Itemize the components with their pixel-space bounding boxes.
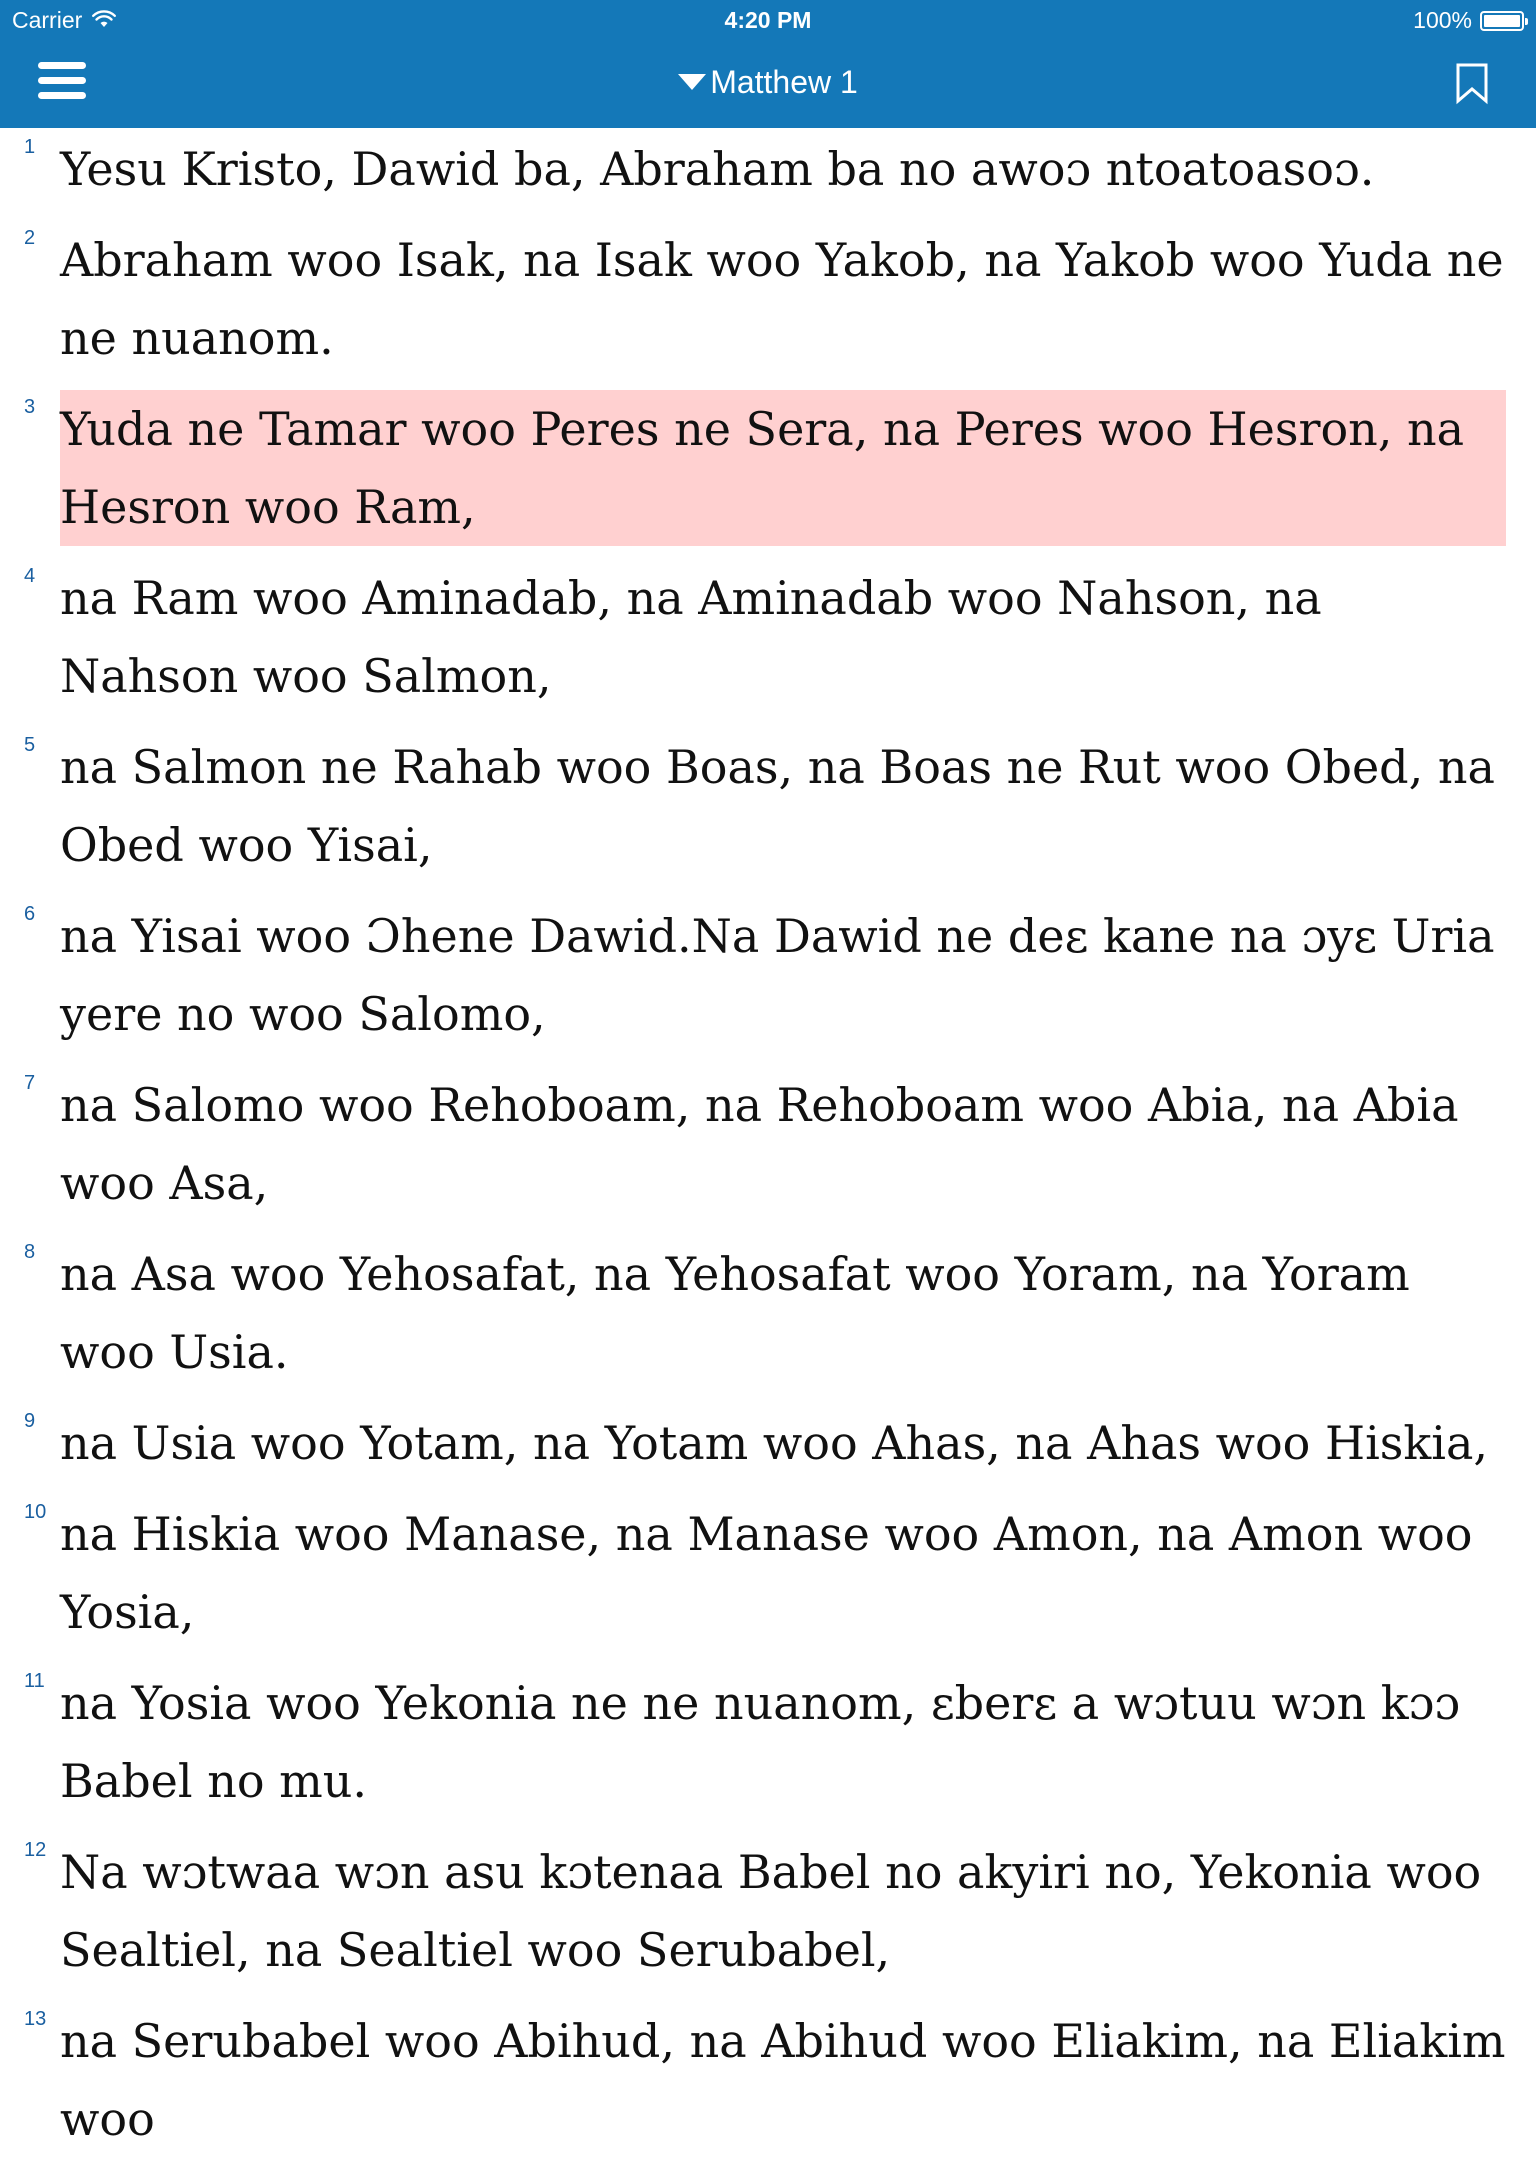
status-right — [1413, 7, 1524, 34]
verse-text: na Hiskia woo Manase, na Manase woo Amon, na Amon woo Yosia, — [60, 1507, 1473, 1639]
verse-text: Yuda ne Tamar woo Peres ne Sera, na Peres woo Hesron, na Hesron woo Ram, — [60, 402, 1465, 534]
verse-number: 3 — [24, 396, 36, 418]
verse-text: na Usia woo Yotam, na Yotam woo Ahas, na Ahas woo Hiskia, — [60, 1416, 1489, 1470]
verse-2[interactable] — [24, 221, 1506, 377]
verse-number: 13 — [24, 2008, 47, 2030]
bookmark-button[interactable] — [1454, 62, 1490, 104]
carrier-label: Carrier — [12, 7, 83, 33]
battery-percent: 100% — [1413, 7, 1472, 33]
status-time: 4:20 PM — [724, 7, 812, 33]
verse-4[interactable] — [24, 559, 1506, 715]
verse-number: 4 — [24, 565, 36, 587]
verse-text: na Yosia woo Yekonia ne ne nuanom, ɛberɛ a wɔtuu wɔn kɔɔ Babel no mu. — [60, 1676, 1461, 1808]
verse-text: na Salmon ne Rahab woo Boas, na Boas ne Rut woo Obed, na Obed woo Yisai, — [60, 740, 1495, 872]
verse-9[interactable] — [24, 1404, 1506, 1482]
verse-text: na Ram woo Aminadab, na Aminadab woo Nahson, na Nahson woo Salmon, — [60, 571, 1322, 703]
verse-text: Na wɔtwaa wɔn asu kɔtenaa Babel no akyiri no, Yekonia woo Sealtiel, na Sealtiel woo Serubabel, — [60, 1845, 1482, 1977]
verse-number: 6 — [24, 903, 36, 925]
verse-number: 1 — [24, 136, 36, 158]
verse-10[interactable] — [24, 1495, 1506, 1651]
verse-8[interactable] — [24, 1235, 1506, 1391]
verse-text: na Yisai woo Ɔhene Dawid.Na Dawid ne deɛ kane na ɔyɛ Uria yere no woo Salomo, — [60, 909, 1495, 1041]
verse-6[interactable] — [24, 897, 1506, 1053]
verse-12[interactable] — [24, 1833, 1506, 1989]
navigation-bar — [0, 0, 1536, 128]
chapter-selector[interactable] — [0, 64, 1536, 101]
verse-text: na Serubabel woo Abihud, na Abihud woo Eliakim, na Eliakim woo — [60, 2014, 1506, 2146]
verse-text: na Asa woo Yehosafat, na Yehosafat woo Yoram, na Yoram woo Usia. — [60, 1247, 1410, 1379]
chapter-content[interactable] — [0, 128, 1536, 2146]
verse-13[interactable] — [24, 2002, 1506, 2158]
verse-number: 11 — [24, 1670, 45, 1692]
verse-text: Abraham woo Isak, na Isak woo Yakob, na Yakob woo Yuda ne ne nuanom. — [60, 233, 1504, 365]
battery-icon — [1480, 11, 1524, 31]
verse-5[interactable] — [24, 728, 1506, 884]
verse-text: Yesu Kristo, Dawid ba, Abraham ba no awoɔ ntoatoasoɔ. — [60, 142, 1375, 196]
verse-7[interactable] — [24, 1066, 1506, 1222]
verse-number: 5 — [24, 734, 36, 756]
verse-1[interactable] — [24, 130, 1506, 208]
verse-number: 9 — [24, 1410, 36, 1432]
bookmark-icon — [1454, 62, 1490, 104]
verse-11[interactable] — [24, 1664, 1506, 1820]
verse-text: na Salomo woo Rehoboam, na Rehoboam woo Abia, na Abia woo Asa, — [60, 1078, 1459, 1210]
chapter-title-label: Matthew 1 — [710, 64, 858, 100]
status-bar — [0, 0, 1536, 40]
verse-number: 7 — [24, 1072, 36, 1094]
verse-number: 2 — [24, 227, 36, 249]
verse-number: 10 — [24, 1501, 47, 1523]
verse-number: 12 — [24, 1839, 47, 1861]
verse-3[interactable] — [24, 390, 1506, 546]
caret-down-icon — [678, 74, 706, 90]
verse-number: 8 — [24, 1241, 36, 1263]
